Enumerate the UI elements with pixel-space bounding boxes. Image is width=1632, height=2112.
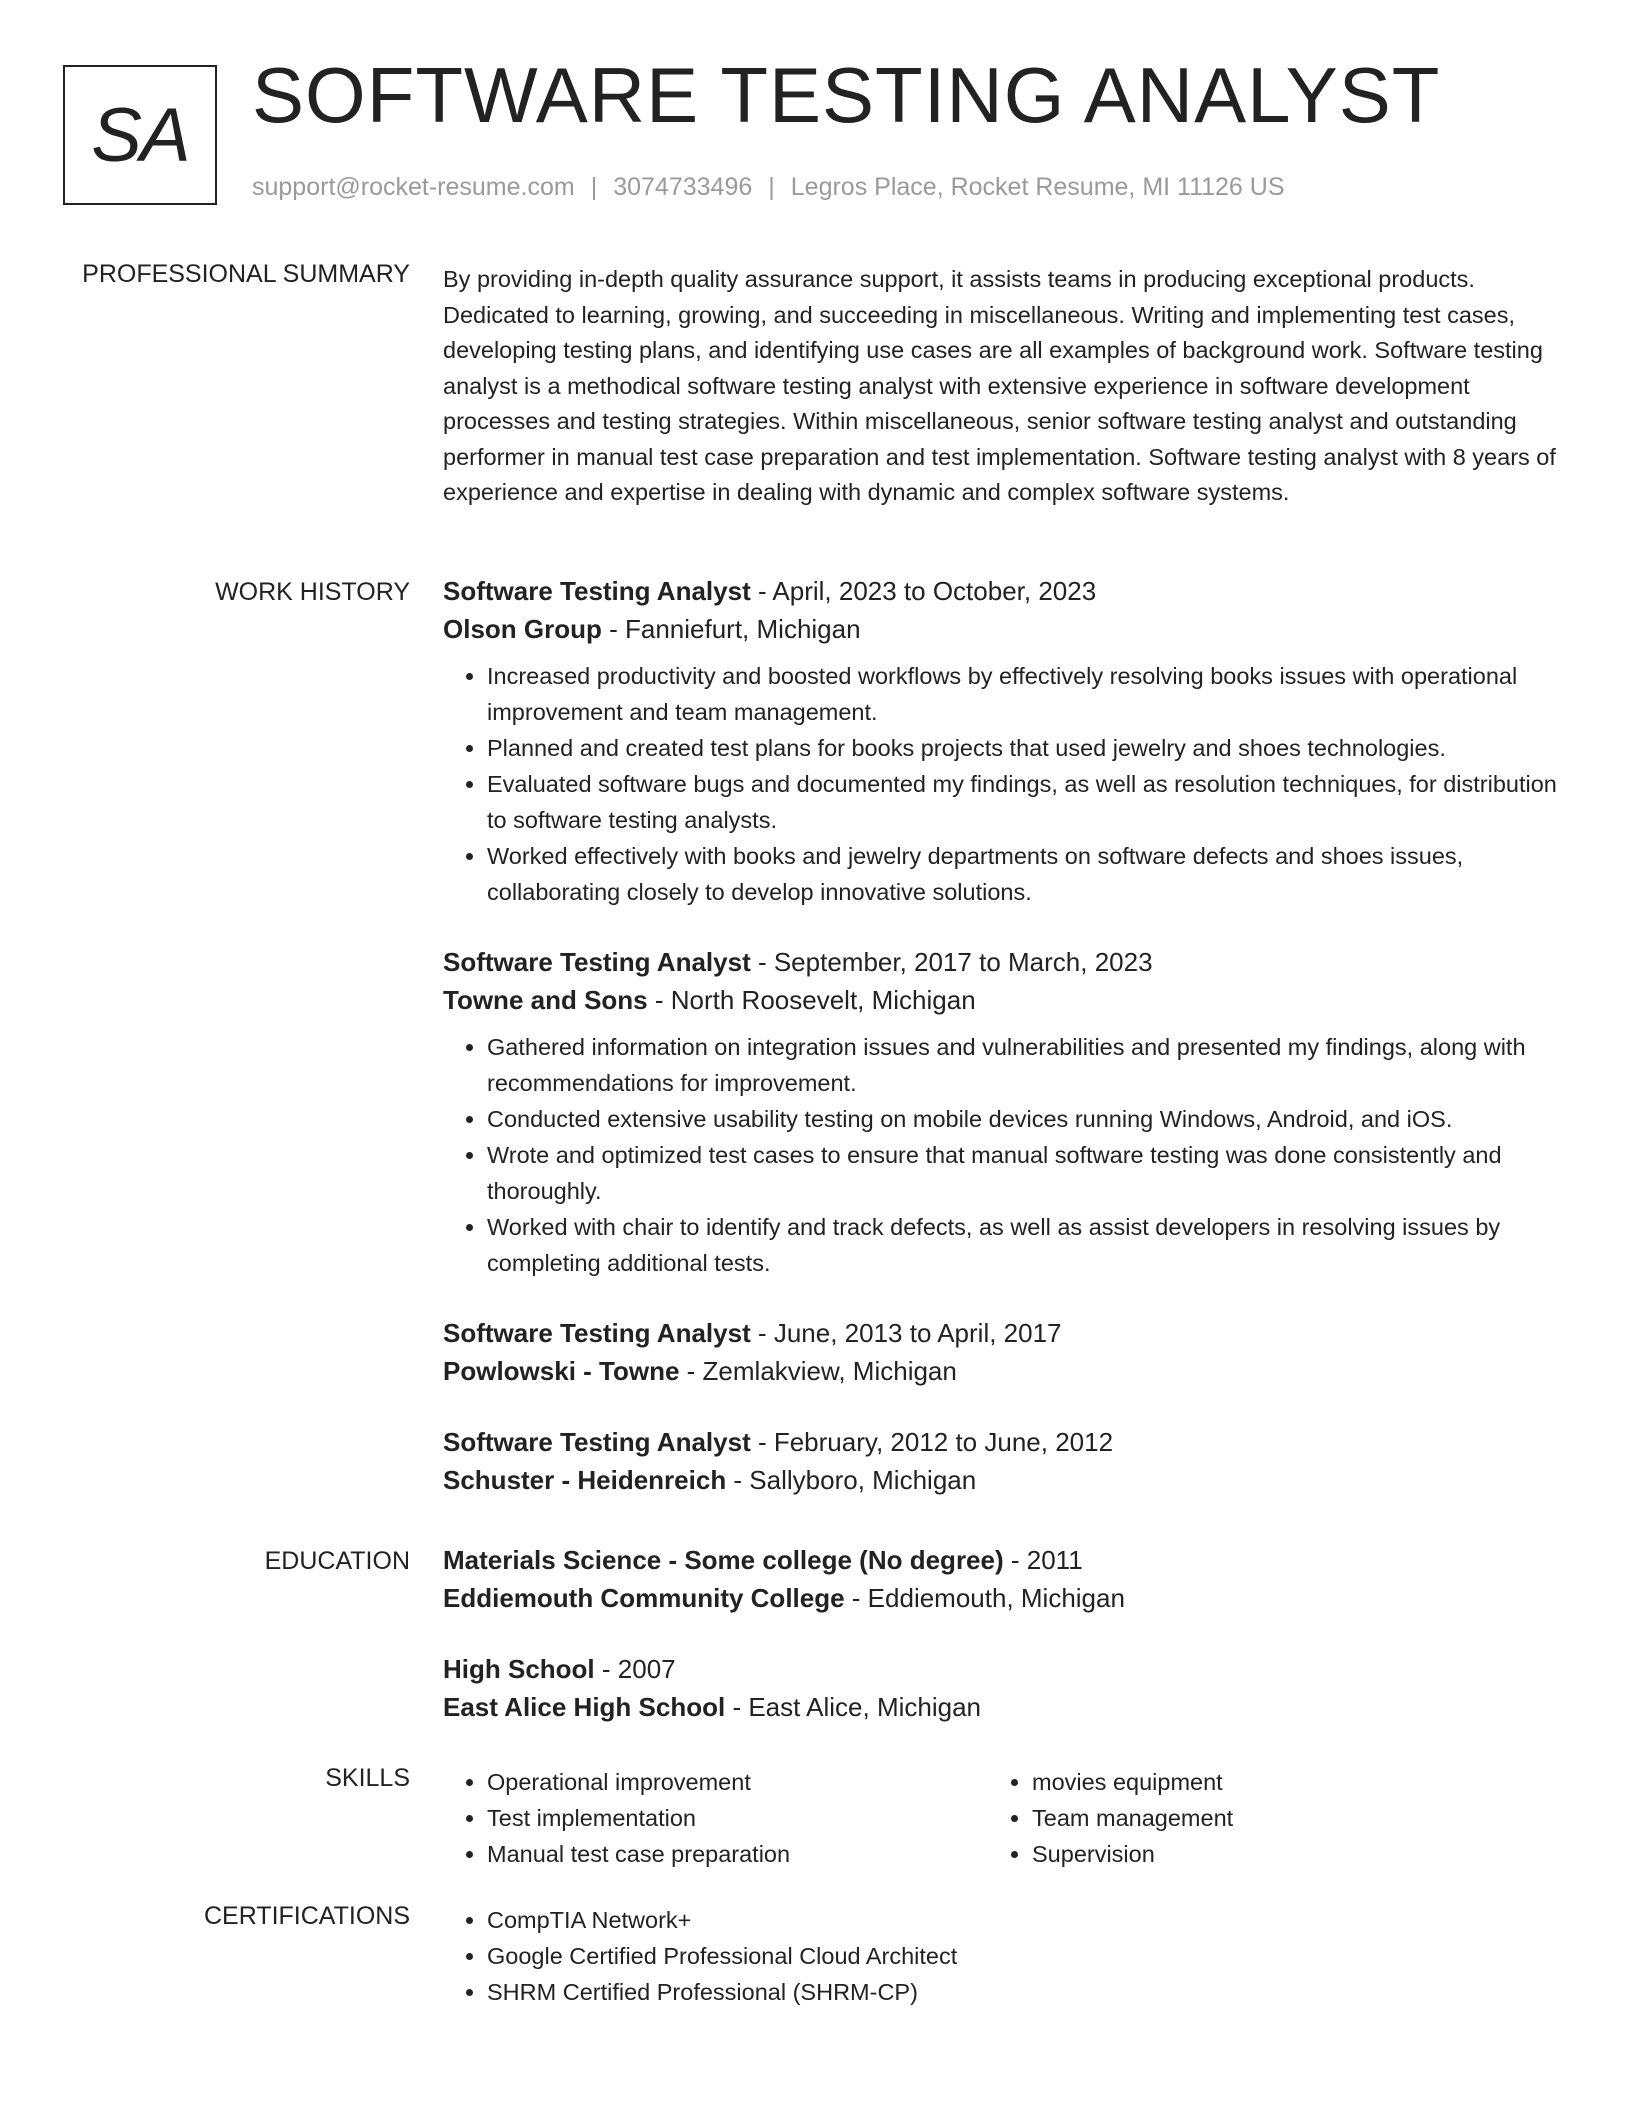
skills-body [443,1764,1563,1872]
education-year: - 2011 [1003,1545,1083,1575]
job-role: Software Testing Analyst [443,576,751,606]
job-location: - Fanniefurt, Michigan [601,614,861,644]
job-title-line [443,572,1563,610]
job-entry [443,1423,1563,1499]
job-company: Olson Group [443,614,602,644]
job-location: - Sallyboro, Michigan [726,1465,977,1495]
list-item: • Wrote and optimized test cases to ensure that manual software testing was done consistently and thoroughly. [487,1137,1563,1209]
work-body [443,572,1563,1532]
certification-item: • Google Certified Professional Cloud Architect [487,1938,1563,1974]
skill-item: • Team management [1032,1800,1488,1836]
monogram-logo: SA [63,65,217,205]
skill-item: • Supervision [1032,1836,1488,1872]
job-title-line [443,1314,1563,1352]
job-entry [443,943,1563,1281]
education-school: Eddiemouth Community College [443,1583,845,1613]
skill-item: • Manual test case preparation [487,1836,988,1872]
skill-item: • Test implementation [487,1800,988,1836]
job-company-line [443,1352,1563,1390]
education-degree-line [443,1541,1563,1579]
job-role: Software Testing Analyst [443,947,751,977]
section-title-certifications: CERTIFICATIONS [203,1902,410,1930]
section-title-work: WORK HISTORY [215,578,410,606]
education-school-line [443,1579,1563,1617]
education-location: - East Alice, Michigan [725,1692,981,1722]
education-entry [443,1650,1563,1726]
job-location: - North Roosevelt, Michigan [647,985,976,1015]
summary-text: By providing in-depth quality assurance support, it assists teams in producing exceptional products. Dedicated to learning, growing, and succeeding in miscellaneous. Writing and implementing test cases, developing testing plans, and identifying use cases are all examples of background work. Software testing analyst is a methodical software testing analyst with extensive experience in software development processes and testing strategies. Within miscellaneous, senior software testing analyst and outstanding performer in manual test case preparation and test implementation. Software testing analyst with 8 years of experience and expertise in dealing with dynamic and complex software systems. [443,266,1556,505]
certification-item: • CompTIA Network+ [487,1902,1563,1938]
list-item: • Planned and created test plans for books projects that used jewelry and shoes technologies. [487,730,1563,766]
separator: | [590,173,598,201]
education-degree: Materials Science - Some college (No degree) [443,1545,1004,1575]
job-role: Software Testing Analyst [443,1427,751,1457]
section-title-skills: SKILLS [325,1764,410,1792]
phone-text: 3074733496 [613,173,753,201]
education-entry [443,1541,1563,1617]
job-dates: - June, 2013 to April, 2017 [750,1318,1062,1348]
list-item: • Gathered information on integration issues and vulnerabilities and presented my findings, along with recommendations for improvement. [487,1029,1563,1101]
job-company-line [443,981,1563,1019]
education-location: - Eddiemouth, Michigan [844,1583,1125,1613]
job-bullets [443,658,1563,910]
skills-grid [443,1764,1563,1872]
skills-column-2 [988,1764,1488,1872]
job-entry [443,1314,1563,1390]
list-item: • Worked effectively with books and jewelry departments on software defects and shoes issues, collaborating closely to develop innovative solutions. [487,838,1563,910]
education-degree: High School [443,1654,595,1684]
job-dates: - September, 2017 to March, 2023 [750,947,1153,977]
job-dates: - April, 2023 to October, 2023 [750,576,1097,606]
education-body [443,1541,1563,1759]
skill-item: • movies equipment [1032,1764,1488,1800]
education-school: East Alice High School [443,1692,726,1722]
contact-line [252,173,1285,202]
job-company: Schuster - Heidenreich [443,1465,727,1495]
skills-column-1 [443,1764,988,1872]
list-item: • Increased productivity and boosted workflows by effectively resolving books issues with operational improvement and team management. [487,658,1563,730]
job-title-line [443,1423,1563,1461]
list-item: • Worked with chair to identify and track defects, as well as assist developers in resolving issues by completing additional tests. [487,1209,1563,1281]
job-location: - Zemlakview, Michigan [679,1356,957,1386]
certifications-list [443,1902,1563,2010]
resume-title: SOFTWARE TESTING ANALYST [252,51,1441,139]
list-item: • Conducted extensive usability testing on mobile devices running Windows, Android, and iOS. [487,1101,1563,1137]
job-company-line [443,610,1563,648]
education-school-line [443,1688,1563,1726]
job-dates: - February, 2012 to June, 2012 [750,1427,1114,1457]
job-company: Towne and Sons [443,985,648,1015]
email-text: support@rocket-resume.com [252,173,575,201]
list-item: • Evaluated software bugs and documented my findings, as well as resolution techniques, for distribution to software testing analysts. [487,766,1563,838]
job-role: Software Testing Analyst [443,1318,751,1348]
separator: | [768,173,775,201]
job-title-line [443,943,1563,981]
address-text: Legros Place, Rocket Resume, MI 11126 US [790,173,1285,201]
certifications-body [443,1902,1563,2010]
skill-item: • Operational improvement [487,1764,988,1800]
section-title-summary: PROFESSIONAL SUMMARY [82,260,410,288]
job-entry [443,572,1563,910]
job-bullets [443,1029,1563,1281]
education-year: - 2007 [594,1654,676,1684]
job-company: Powlowski - Towne [443,1356,680,1386]
summary-body [443,262,1563,511]
job-company-line [443,1461,1563,1499]
education-degree-line [443,1650,1563,1688]
certification-item: • SHRM Certified Professional (SHRM-CP) [487,1974,1563,2010]
section-title-education: EDUCATION [264,1547,410,1575]
